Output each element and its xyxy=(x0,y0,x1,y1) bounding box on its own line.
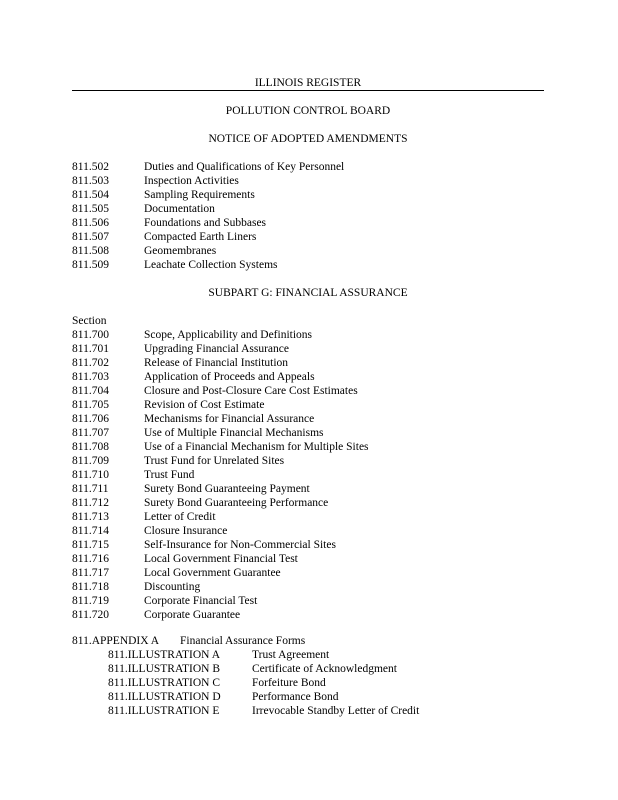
section-title: Surety Bond Guaranteeing Performance xyxy=(144,497,329,509)
section-number: 811.718 xyxy=(72,581,109,593)
section-number: 811.710 xyxy=(72,469,109,481)
section-number: 811.502 xyxy=(72,161,109,173)
section-number: 811.506 xyxy=(72,217,109,229)
section-title: Trust Fund for Unrelated Sites xyxy=(144,455,285,467)
section-title: Scope, Applicability and Definitions xyxy=(144,329,313,341)
section-title: Closure Insurance xyxy=(144,525,228,537)
section-title: Duties and Qualifications of Key Personnel xyxy=(144,161,345,173)
section-number: 811.702 xyxy=(72,357,109,369)
section-number: 811.720 xyxy=(72,609,109,621)
section-number: 811.700 xyxy=(72,329,109,341)
section-number: 811.509 xyxy=(72,259,109,271)
section-number: 811.707 xyxy=(72,427,109,439)
section-number: 811.714 xyxy=(72,525,109,537)
section-number: 811.ILLUSTRATION D xyxy=(108,691,221,703)
section-number: 811.711 xyxy=(72,483,109,495)
section-title: Use of a Financial Mechanism for Multiple Sites xyxy=(144,441,369,453)
section-number: 811.508 xyxy=(72,245,109,257)
section-title: Revision of Cost Estimate xyxy=(144,399,265,411)
section-number: 811.703 xyxy=(72,371,109,383)
register-title: ILLINOIS REGISTER xyxy=(254,77,362,89)
section-number: 811.706 xyxy=(72,413,109,425)
section-title: Inspection Activities xyxy=(144,175,239,187)
section-title: Discounting xyxy=(144,581,201,593)
section-title: Application of Proceeds and Appeals xyxy=(144,371,315,383)
section-number: 811.719 xyxy=(72,595,109,607)
section-number: 811.ILLUSTRATION A xyxy=(108,649,221,661)
section-title: Trust Agreement xyxy=(252,649,330,661)
section-title: Use of Multiple Financial Mechanisms xyxy=(144,427,324,439)
section-title: Corporate Guarantee xyxy=(144,609,241,621)
section-title: Mechanisms for Financial Assurance xyxy=(144,413,315,425)
section-title: Forfeiture Bond xyxy=(252,677,326,689)
section-title: Surety Bond Guaranteeing Payment xyxy=(144,483,310,495)
section-title: Geomembranes xyxy=(144,245,217,257)
section-title: Documentation xyxy=(144,203,215,215)
section-title: Corporate Financial Test xyxy=(144,595,258,607)
section-number: 811.504 xyxy=(72,189,109,201)
section-title: Letter of Credit xyxy=(144,511,216,523)
section-title: Trust Fund xyxy=(144,469,195,481)
section-number: 811.ILLUSTRATION B xyxy=(108,663,221,675)
section-title: Local Government Financial Test xyxy=(144,553,298,565)
section-number: 811.507 xyxy=(72,231,109,243)
section-title: Release of Financial Institution xyxy=(144,357,289,369)
section-title: Closure and Post-Closure Care Cost Estimates xyxy=(144,385,358,397)
section-number: 811.712 xyxy=(72,497,109,509)
section-title: Performance Bond xyxy=(252,691,339,703)
section-number: 811.709 xyxy=(72,455,109,467)
board-name: POLLUTION CONTROL BOARD xyxy=(225,105,391,117)
notice-title: NOTICE OF ADOPTED AMENDMENTS xyxy=(208,133,408,145)
section-title: Local Government Guarantee xyxy=(144,567,281,579)
header-rule xyxy=(72,90,544,91)
section-number: 811.716 xyxy=(72,553,109,565)
section-title: Foundations and Subbases xyxy=(144,217,267,229)
section-number: 811.705 xyxy=(72,399,109,411)
section-title: Irrevocable Standby Letter of Credit xyxy=(252,705,420,717)
section-number: 811.701 xyxy=(72,343,109,355)
appendix-title: Financial Assurance Forms xyxy=(180,635,306,647)
section-number: 811.503 xyxy=(72,175,109,187)
section-label: Section xyxy=(72,315,107,327)
section-number: 811.708 xyxy=(72,441,109,453)
section-title: Sampling Requirements xyxy=(144,189,255,201)
section-number: 811.713 xyxy=(72,511,109,523)
section-title: Leachate Collection Systems xyxy=(144,259,278,271)
appendix-number: 811.APPENDIX A xyxy=(72,635,160,647)
section-title: Certificate of Acknowledgment xyxy=(252,663,397,675)
section-number: 811.704 xyxy=(72,385,109,397)
subpart-title: SUBPART G: FINANCIAL ASSURANCE xyxy=(208,287,408,299)
section-number: 811.505 xyxy=(72,203,109,215)
section-number: 811.ILLUSTRATION E xyxy=(108,705,220,717)
section-number: 811.717 xyxy=(72,567,109,579)
section-title: Compacted Earth Liners xyxy=(144,231,257,243)
section-number: 811.715 xyxy=(72,539,109,551)
section-number: 811.ILLUSTRATION C xyxy=(108,677,221,689)
section-title: Self-Insurance for Non-Commercial Sites xyxy=(144,539,336,551)
section-title: Upgrading Financial Assurance xyxy=(144,343,289,355)
